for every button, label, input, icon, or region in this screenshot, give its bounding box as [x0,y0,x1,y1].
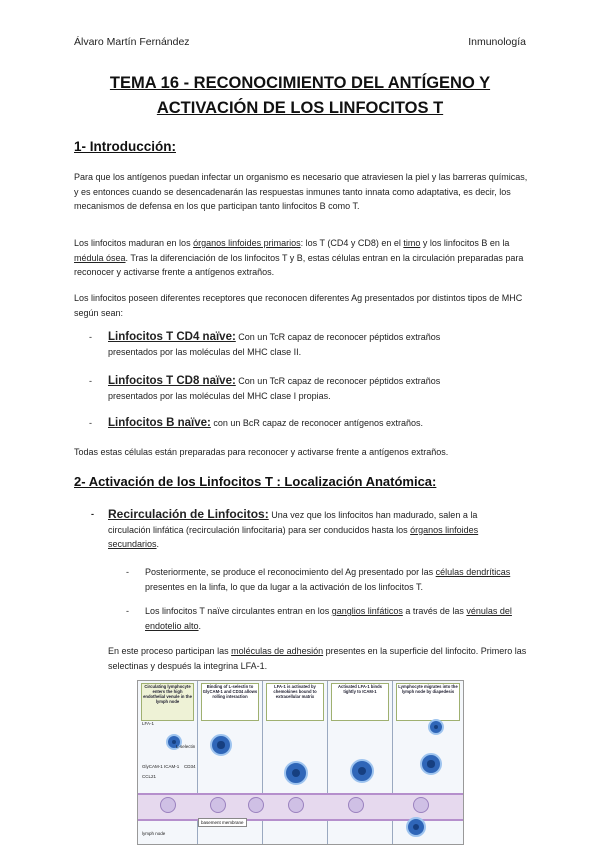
intro-paragraph-2 [74,236,530,280]
bullet-text-cd4: Con un TcR capaz de reconocer péptidos extraños [235,332,441,342]
sub2-text-c: . [198,620,202,631]
endothelial-cell [210,797,226,813]
bullet-cd8 [89,374,508,403]
lymphocyte-cell [420,753,442,775]
figure-caption-2: Binding of L-selectin to GlyCAM-1 and CD34 allows rolling interaction [201,683,259,721]
section1-heading: 1- Introducción: [74,139,176,154]
bullet-dash: - [89,332,92,342]
recirc-link-secondary-organs: órganos linfoides secundarios [108,524,479,550]
sub1-link-dendritic: células dendríticas [435,567,511,577]
endothelial-cell [288,797,304,813]
lymphocyte-cell [284,761,308,785]
bullet-text2-cd4: presentados por las moléculas del MHC clase II. [108,346,302,357]
intro-paragraph-1: Para que los antígenos puedan infectar un organismo es necesario que atraviesen la piel y las barreras químicas, y es entonces cuando se desencadenarán las respuestas inmunes tanto innata como adaptativa, es decir, los mecanismos de defensa en los que participan tanto linfocitos B como T. [74,172,528,212]
sub-bullet-ganglios [126,604,525,633]
endothelial-cell [248,797,264,813]
endothelial-cell [348,797,364,813]
label-ccl21: CCL21 [142,774,157,779]
figure-caption-3: LFA-1 is activated by chemokines bound to extracellular matrix [266,683,324,721]
p2-link-timo: timo [403,238,421,248]
bullet-text-cd8: Con un TcR capaz de reconocer péptidos extraños [235,376,441,386]
p2-link-medula: médula ósea [74,252,126,263]
sub2-link-ganglios: ganglios linfáticos [331,606,403,616]
label-lymph-node: lymph node [142,831,166,836]
figure-caption-4: Activated LFA-1 binds tightly to ICAM-1 [331,683,389,721]
adhesion-link-molecules: moléculas de adhesión [231,646,324,656]
bullet-dash: - [126,606,129,616]
bullet-b [89,416,508,431]
intro-paragraph-4: Todas estas células están preparadas para reconocer y activarse frente a antígenos extraños. [74,447,449,457]
lymphocyte-cell [350,759,374,783]
p2-text-a: Los linfocitos maduran en los [74,238,194,248]
label-cd34: CD34 [184,764,196,769]
recirc-text1: Una vez que los linfocitos han madurado, salen a la [268,510,478,520]
adhesion-paragraph [108,644,528,673]
bullet-dash: - [91,509,94,519]
figure-caption-5: Lymphocyte migrates into the lymph node by diapedesis [396,683,460,721]
page-title-line1: TEMA 16 - RECONOCIMIENTO DEL ANTÍGENO Y [109,74,491,92]
recirc-head: Recirculación de Linfocitos: [108,507,269,521]
section2-heading: 2- Activación de los Linfocitos T : Localización Anatómica: [74,474,437,489]
sub2-link-venulas: vénulas del endotelio alto [145,606,512,631]
label-lselectin: L-selectin [176,744,196,749]
recirc-end: . [156,539,160,550]
label-lfa1: LFA-1 [142,721,155,726]
bullet-recirculation [91,507,528,552]
bullet-dash: - [89,418,92,428]
bullet-text2-cd8: presentados por las moléculas del MHC clase I propias. [108,390,331,401]
p2-text-c: y los linfocitos B en la [420,238,510,248]
p2-text-d: . Tras la diferenciación de los linfocitos T y B, estas células entran en la circulación preparadas para reconocer y activarse frente a antígenos extraños. [74,252,524,278]
adhesion-text-b: presentes en la superficie del linfocito. Primero las selectinas y después la integrina LFA-1. [108,646,527,671]
sub1-text-a: Posteriormente, se produce el reconocimiento del Ag presentado por las [145,567,436,577]
bullet-dash: - [89,376,92,386]
bullet-head-cd8: Linfocitos T CD8 naïve: [108,375,236,387]
bullet-text-b: con un BcR capaz de reconocer antígenos extraños. [210,418,424,428]
lymphocyte-cell [428,719,444,735]
intro-paragraph-3: Los linfocitos poseen diferentes receptores que reconocen diferentes Ag presentados por distintos tipos de MHC según sean: [74,293,523,318]
lymphocyte-cell [210,734,232,756]
header-author: Álvaro Martín Fernández [74,36,190,48]
recirc-text2: circulación linfática (recirculación linfocitaria) para ser conducidos hasta los [108,524,411,535]
figure-caption-1: Circulating lymphocyte enters the high endothelial venule in the lymph node [141,683,194,721]
lymphocyte-cell [406,817,426,837]
label-basement-membrane: basement membrane [198,818,247,827]
p2-link-primary-organs: órganos linfoides primarios [193,238,301,248]
header-subject: Inmunología [468,36,526,48]
bullet-dash: - [126,567,129,577]
label-icam: ICAM-1 [164,764,180,769]
bullet-head-b: Linfocitos B naïve: [108,417,211,429]
sub-bullet-dendritic [126,565,525,594]
adhesion-text-a: En este proceso participan las [108,646,232,656]
endothelial-cell [160,797,176,813]
sub2-text-b: a través de las [402,606,467,616]
page-title-line2: ACTIVACIÓN DE LOS LINFOCITOS T [156,99,444,117]
sub1-text-b: presentes en la linfa, lo que da lugar a la activación de los linfocitos T. [145,581,424,592]
endothelial-cell [413,797,429,813]
bullet-cd4 [89,330,508,359]
extravasation-figure [137,680,464,845]
p2-text-b: : los T (CD4 y CD8) en el [300,238,404,248]
bullet-head-cd4: Linfocitos T CD4 naïve: [108,331,236,343]
label-glycam: GlyCAM-1 [142,764,163,769]
sub2-text-a: Los linfocitos T naïve circulantes entran en los [145,606,332,616]
